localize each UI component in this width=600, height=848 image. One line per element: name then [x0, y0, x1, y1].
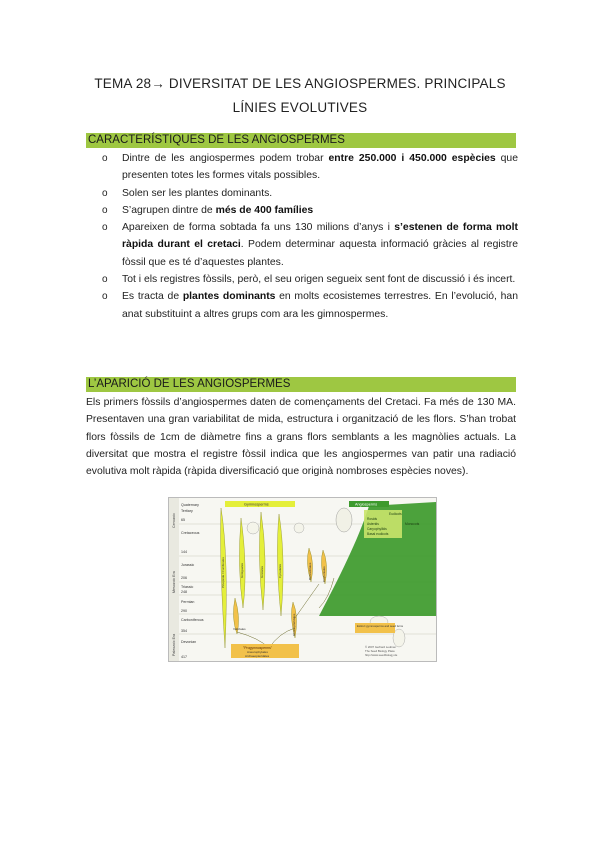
item-bold: s’estenen de forma molt ràpida durant el cretaci: [122, 222, 518, 251]
period-label: Jurassic: [181, 563, 195, 567]
progymno-sub: Archaeopteridales: [245, 654, 270, 658]
lineage-label: Pinopsida / Coniferales: [221, 557, 225, 588]
age-label: 290: [181, 609, 187, 613]
evolution-figure: [168, 497, 437, 662]
age-label: 144: [181, 550, 187, 554]
item-text: Dintre de les angiospermes podem trobar: [122, 153, 329, 164]
list-item: [86, 271, 518, 288]
lineage-label: Voltziales: [233, 627, 246, 631]
bullet-icon: o: [102, 222, 108, 234]
credit-line: The Seed Biology Place: [365, 649, 395, 653]
age-label: 206: [181, 576, 187, 580]
lineage-label: Cycadales: [278, 563, 282, 578]
gymnosperms-label: Gymnosperms: [244, 502, 269, 507]
item-text: en molts ecosistemes terrestres. En l’evolució, han anat substituint a altres grups com ara les gimnospermes.: [122, 291, 518, 320]
list-item: [86, 185, 518, 202]
age-label: 417: [181, 655, 187, 659]
title-line2: LÍNIES EVOLUTIVES: [232, 100, 368, 115]
leaf-illustration-icon: [294, 523, 304, 533]
period-label: Triassic: [181, 585, 194, 589]
item-text: que presenten totes les formes vitals possibles.: [122, 153, 518, 182]
angio-group-label: Eudicots: [389, 512, 402, 516]
branch-lines: [237, 578, 334, 648]
progymno-sub: Aneurophytales: [247, 650, 268, 654]
item-bold: plantes dominants: [182, 291, 276, 303]
period-label: Devonian: [181, 640, 197, 644]
item-bold: entre 250.000 i 450.000 espècies: [328, 153, 496, 164]
item-bold: més de 400 famílies: [215, 204, 314, 216]
item-text: S’agrupen dintre de: [122, 204, 216, 216]
era-label: Paleozoic Era: [172, 633, 176, 656]
period-label: Quaternary: [181, 503, 199, 507]
angio-group-label: Monocots: [405, 522, 420, 526]
period-label: Permian: [181, 600, 195, 604]
characteristics-list: [86, 150, 518, 323]
section-heading-appearance: L’APARICIÓ DE LES ANGIOSPERMES: [86, 377, 516, 392]
lineage-label: Gnetales: [260, 565, 264, 578]
item-text: . Podem determinar aquesta informació gràcies al registre fòssil que es té d’aquestes plantes.: [122, 239, 518, 268]
item-text: Apareixen de forma sobtada fa uns 130 milions d’anys i: [122, 222, 395, 234]
era-label: Cenozoic: [172, 513, 176, 528]
angio-group-label: Rosids: [367, 517, 378, 521]
item-text: Solen ser les plantes dominants.: [122, 187, 273, 199]
list-item: [86, 219, 518, 271]
progymno-label: "Progymnosperms": [243, 646, 272, 650]
title-prefix: TEMA 28: [94, 76, 152, 91]
angiosperms-label: Angiosperms: [355, 502, 378, 507]
bullet-icon: o: [102, 291, 108, 303]
age-label: 65: [181, 518, 185, 522]
item-text: Es tracta de: [122, 291, 183, 303]
list-item: [86, 202, 518, 219]
title-suffix: DIVERSITAT DE LES ANGIOSPERMES. PRINCIPALS: [164, 76, 506, 91]
era-label: Mesozoic Era: [172, 571, 176, 593]
bullet-icon: o: [102, 274, 108, 286]
legend-extinct-label: Extinct gymnosperms and seed ferns: [357, 624, 404, 628]
page-title: [86, 72, 514, 120]
list-item: [86, 288, 518, 323]
period-label: Tertiary: [181, 509, 193, 513]
cone-illustration-icon: [247, 522, 259, 534]
arrow-icon: →: [151, 76, 165, 91]
flower-illustration-icon: [336, 508, 352, 532]
lineage-label: Ginkgoales: [240, 562, 244, 578]
credit-line: http://www.seedbiology.de: [365, 653, 398, 657]
age-label: 248: [181, 590, 187, 594]
period-label: Cretaceous: [181, 531, 200, 535]
angio-group-label: Basal eudicots: [367, 532, 389, 536]
bullet-icon: o: [102, 153, 108, 164]
age-label: 354: [181, 629, 187, 633]
appearance-paragraph: Els primers fòssils d’angiospermes daten de començaments del Cretaci. Fa més de 130 MA. Presentaven una gran variabilitat de mida, estructura i organització de les flors. S’han trobat flors fòssils de 1cm de diàmetre fins a grans flors semblants a les magnòlies actuals. La diversitat que mostra el registre fòssil indica que les angiospermes van patir una radiació evolutiva molt ràpida (ràpida diversificació que originà nombroses espècies noves).: [86, 397, 516, 478]
lineage-gnetales: [259, 512, 265, 610]
item-text: Tot i els registres fòssils, però, el seu origen segueix sent font de discussió i és incert.: [122, 274, 516, 286]
angio-group-label: Asterids: [367, 522, 379, 526]
section-heading-characteristics: CARACTERÍSTIQUES DE LES ANGIOSPERMES: [86, 133, 516, 148]
period-label: Carboniferous: [181, 618, 204, 622]
credit-line: © 2007 Gerhard Leubner: [365, 645, 397, 649]
angio-group-label: Caryophyllids: [367, 527, 387, 531]
bullet-icon: o: [102, 187, 108, 199]
lineage-label: Glossopteridales: [292, 613, 296, 636]
lineage-label: Bennettitales: [308, 562, 312, 580]
lineage-label: Caytoniales: [322, 566, 326, 582]
list-item: [86, 150, 518, 185]
bullet-icon: o: [102, 204, 108, 216]
